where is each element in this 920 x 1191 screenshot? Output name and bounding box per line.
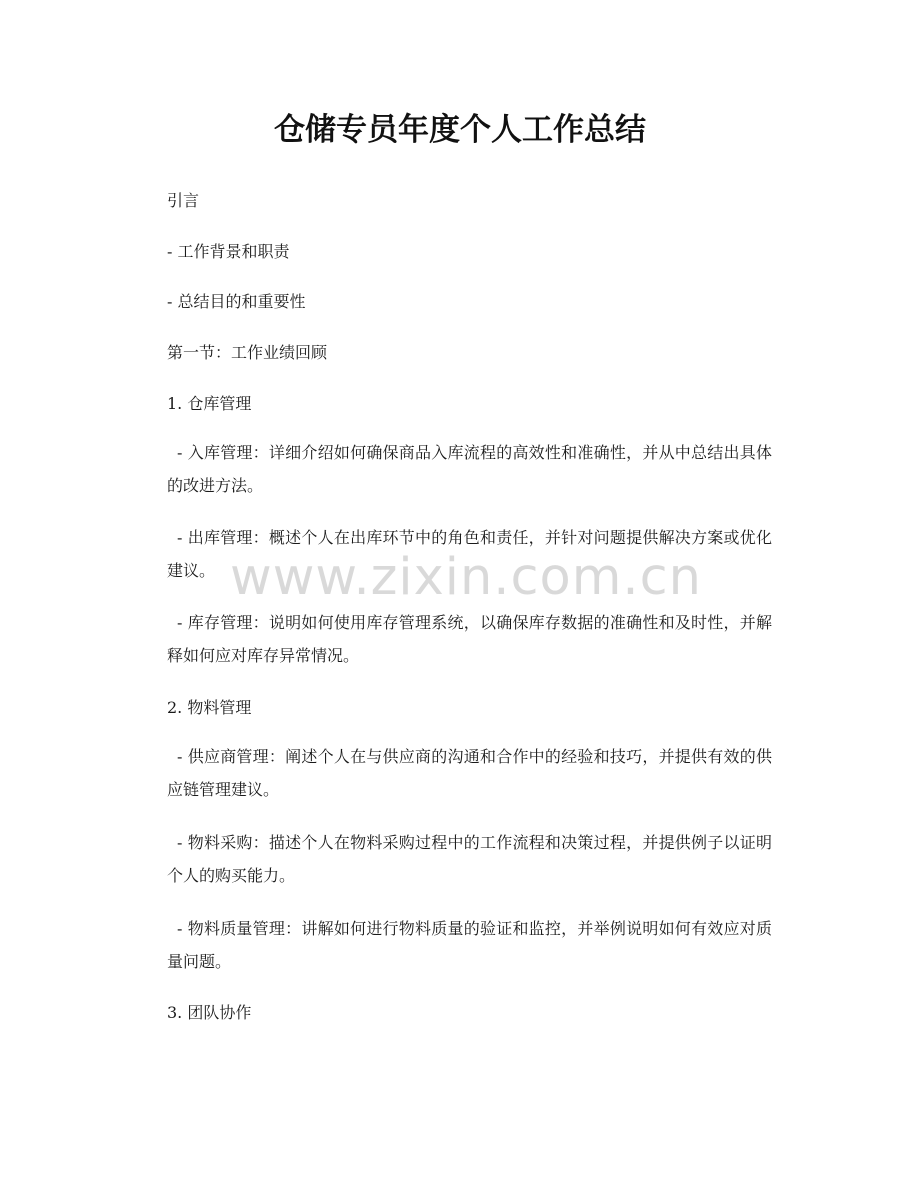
document-title: 仓储专员年度个人工作总结 xyxy=(274,112,646,148)
intro-item: - 总结目的和重要性 xyxy=(167,292,306,311)
subsection-heading: 2. 物料管理 xyxy=(167,698,252,717)
watermark: www.zixin.com.cn xyxy=(230,548,702,607)
intro-item: - 工作背景和职责 xyxy=(167,242,290,261)
paragraph: - 入库管理：详细介绍如何确保商品入库流程的高效性和准确性，并从中总结出具体的改进方法。 xyxy=(167,443,772,495)
paragraph: - 物料采购：描述个人在物料采购过程中的工作流程和决策过程，并提供例子以证明个人的购买能力。 xyxy=(167,833,772,885)
paragraph: - 供应商管理：阐述个人在与供应商的沟通和合作中的经验和技巧，并提供有效的供应链管理建议。 xyxy=(167,747,772,799)
paragraph: - 库存管理：说明如何使用库存管理系统，以确保库存数据的准确性和及时性，并解释如何应对库存异常情况。 xyxy=(167,613,772,665)
intro-heading: 引言 xyxy=(167,191,200,210)
subsection-heading: 3. 团队协作 xyxy=(167,1003,252,1022)
section-heading: 第一节：工作业绩回顾 xyxy=(167,343,328,362)
paragraph: - 物料质量管理：讲解如何进行物料质量的验证和监控，并举例说明如何有效应对质量问题。 xyxy=(167,919,772,971)
paragraph: - 出库管理：概述个人在出库环节中的角色和责任，并针对问题提供解决方案或优化建议。 xyxy=(167,528,772,580)
subsection-heading: 1. 仓库管理 xyxy=(167,394,252,413)
